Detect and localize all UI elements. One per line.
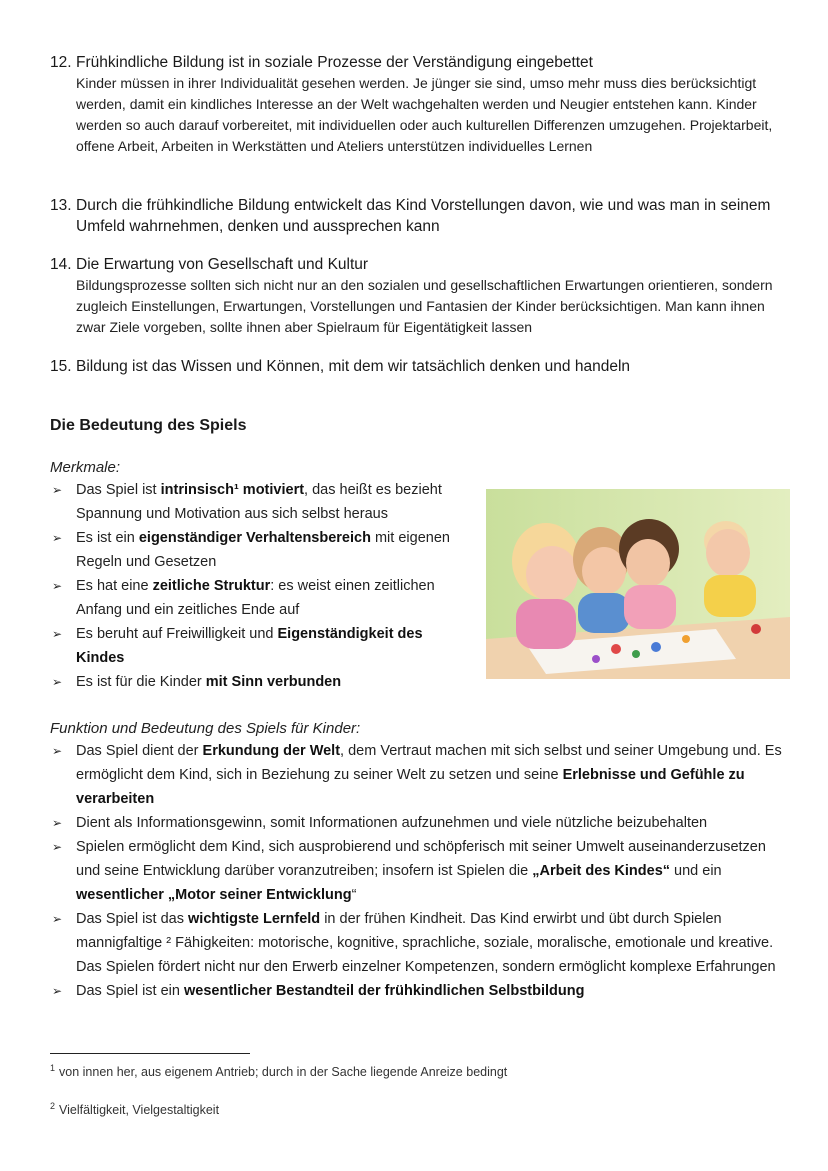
item-emphasis: Erkundung der Welt bbox=[202, 743, 341, 759]
footnote-mark: 1 bbox=[50, 1063, 56, 1073]
item-emphasis: „Arbeit des Kindes“ bbox=[532, 863, 671, 879]
merkmale-list bbox=[50, 478, 470, 694]
item-emphasis: eigenständiger Verhaltensbereich bbox=[138, 530, 371, 546]
item-body: Kinder müssen in ihrer Individualität gesehen werden. Je jünger sie sind, umso mehr muss dies berücksichtigt werden, damit ein kindliches Interesse an der Welt wachgehalten werden und Neugier entstehen kann. Kinder werden so auch darauf vorbereitet, mit individuellen oder auch kulturellen Differenzen umzugehen. Projektarbeit, offene Arbeit, Arbeiten in Werkstätten und Ateliers unterstützen individuelles Lernen bbox=[76, 75, 773, 154]
item-text: Es beruht auf Freiwilligkeit und bbox=[76, 626, 278, 642]
item-title: Frühkindliche Bildung ist in soziale Prozesse der Verständigung eingebettet bbox=[76, 54, 593, 71]
item-number: 12. bbox=[50, 54, 72, 71]
numbered-item-12 bbox=[50, 52, 790, 157]
item-text: , dem Vertraut machen mit sich selbst und seiner Umgebung und. Es ermöglicht dem Kind, sich in Beziehung zu seiner Welt zu setzen und seine bbox=[76, 743, 782, 783]
footnote-2 bbox=[50, 1103, 219, 1117]
merkmal-item bbox=[50, 670, 470, 694]
bullet-arrow-icon: ➢ bbox=[52, 984, 63, 998]
item-emphasis: wichtigste Lernfeld bbox=[188, 911, 321, 927]
funktion-list bbox=[50, 739, 790, 1003]
item-text: Dient als Informationsgewinn, somit Informationen aufzunehmen und viele nützliche beizubehalten bbox=[76, 815, 708, 831]
funktion-item bbox=[50, 739, 790, 811]
bullet-arrow-icon: ➢ bbox=[52, 531, 63, 545]
section-title: Die Bedeutung des Spiels bbox=[50, 417, 247, 434]
merkmal-item bbox=[50, 526, 470, 574]
footnote-divider bbox=[50, 1053, 250, 1054]
funktion-item bbox=[50, 811, 790, 835]
item-body: Bildungsprozesse sollten sich nicht nur an den sozialen und gesellschaftlichen Erwartungen orientieren, sondern zugleich Einstellungen, Erwartungen, Vorstellungen und Fantasien der Kinder berücksichtigen. Man kann ihnen zwar Ziele vorgeben, sollte ihnen aber Spielraum für Eigentätigkeit lassen bbox=[76, 277, 773, 335]
funktion-heading: Funktion und Bedeutung des Spiels für Kinder: bbox=[50, 720, 361, 737]
item-text: Es ist für die Kinder bbox=[76, 674, 206, 690]
item-emphasis: Erlebnisse und Gefühle zu verarbeiten bbox=[76, 767, 745, 807]
bullet-arrow-icon: ➢ bbox=[52, 816, 63, 830]
bullet-arrow-icon: ➢ bbox=[52, 744, 63, 758]
funktion-item bbox=[50, 835, 790, 907]
item-text: “ bbox=[351, 887, 357, 903]
item-text: Das Spiel ist das bbox=[76, 911, 189, 927]
bullet-arrow-icon: ➢ bbox=[52, 675, 63, 689]
item-title: Die Erwartung von Gesellschaft und Kultur bbox=[76, 256, 369, 273]
footnote-text: Vielfältigkeit, Vielgestaltigkeit bbox=[59, 1103, 220, 1117]
numbered-item-15 bbox=[50, 356, 790, 377]
bullet-arrow-icon: ➢ bbox=[52, 483, 63, 497]
item-emphasis: zeitliche Struktur bbox=[152, 578, 271, 594]
bullet-arrow-icon: ➢ bbox=[52, 840, 63, 854]
numbered-item-14 bbox=[50, 254, 790, 338]
item-emphasis: mit Sinn verbunden bbox=[205, 674, 342, 690]
item-number: 15. bbox=[50, 358, 72, 375]
item-text: : es weist einen zeitlichen Anfang und ein zeitliches Ende auf bbox=[76, 578, 435, 618]
item-text: Das Spiel dient der bbox=[76, 743, 203, 759]
item-title: Durch die frühkindliche Bildung entwickelt das Kind Vorstellungen davon, wie und was man in seinem Umfeld wahrnehmen, denken und aussprechen kann bbox=[76, 197, 771, 235]
footnote-mark: 2 bbox=[50, 1101, 56, 1111]
numbered-item-13 bbox=[50, 195, 790, 237]
item-emphasis: wesentlicher „Motor seiner Entwicklung bbox=[76, 887, 352, 903]
item-text: und ein bbox=[670, 863, 722, 879]
item-text: Es ist ein bbox=[76, 530, 139, 546]
children-playing-photo bbox=[486, 489, 790, 679]
item-text: Es hat eine bbox=[76, 578, 153, 594]
item-number: 13. bbox=[50, 197, 72, 214]
item-text: Das Spiel ist ein bbox=[76, 983, 184, 999]
funktion-item bbox=[50, 979, 790, 1003]
item-number: 14. bbox=[50, 256, 72, 273]
merkmal-item bbox=[50, 478, 470, 526]
item-text: , das heißt es bezieht Spannung und Motivation aus sich selbst heraus bbox=[76, 482, 442, 522]
merkmal-item bbox=[50, 622, 470, 670]
bullet-arrow-icon: ➢ bbox=[52, 627, 63, 641]
item-emphasis: intrinsisch¹ motiviert bbox=[160, 482, 305, 498]
item-title: Bildung ist das Wissen und Können, mit dem wir tatsächlich denken und handeln bbox=[76, 358, 631, 375]
footnote-1 bbox=[50, 1065, 507, 1079]
item-emphasis: wesentlicher Bestandteil der frühkindlichen Selbstbildung bbox=[184, 983, 585, 999]
item-text: Spielen ermöglicht dem Kind, sich ausprobierend und schöpferisch mit seiner Umwelt auseinanderzusetzen und seine Entwicklung darüber voranzutreiben; insofern ist Spielen die bbox=[76, 839, 766, 879]
item-text: mit eigenen Regeln und Gesetzen bbox=[76, 530, 450, 570]
merkmal-item bbox=[50, 574, 470, 622]
item-emphasis: Eigenständigkeit des Kindes bbox=[76, 626, 423, 666]
bullet-arrow-icon: ➢ bbox=[52, 579, 63, 593]
funktion-item bbox=[50, 907, 790, 979]
children-playing-illustration bbox=[486, 489, 790, 679]
item-text: in der frühen Kindheit. Das Kind erwirbt und übt durch Spielen mannigfaltige ² Fähigkeiten: motorische, kognitive, sprachliche, soziale, moralische, emotionale und kreative. Das Spielen fördert nicht nur den Erwerb einzelner Kompetenzen, sondern ermöglicht komplexe Erfahrungen bbox=[76, 911, 776, 975]
bullet-arrow-icon: ➢ bbox=[52, 912, 63, 926]
merkmale-heading: Merkmale: bbox=[50, 459, 121, 476]
item-text: Das Spiel ist bbox=[76, 482, 161, 498]
footnote-text: von innen her, aus eigenem Antrieb; durch in der Sache liegende Anreize bedingt bbox=[59, 1065, 508, 1079]
